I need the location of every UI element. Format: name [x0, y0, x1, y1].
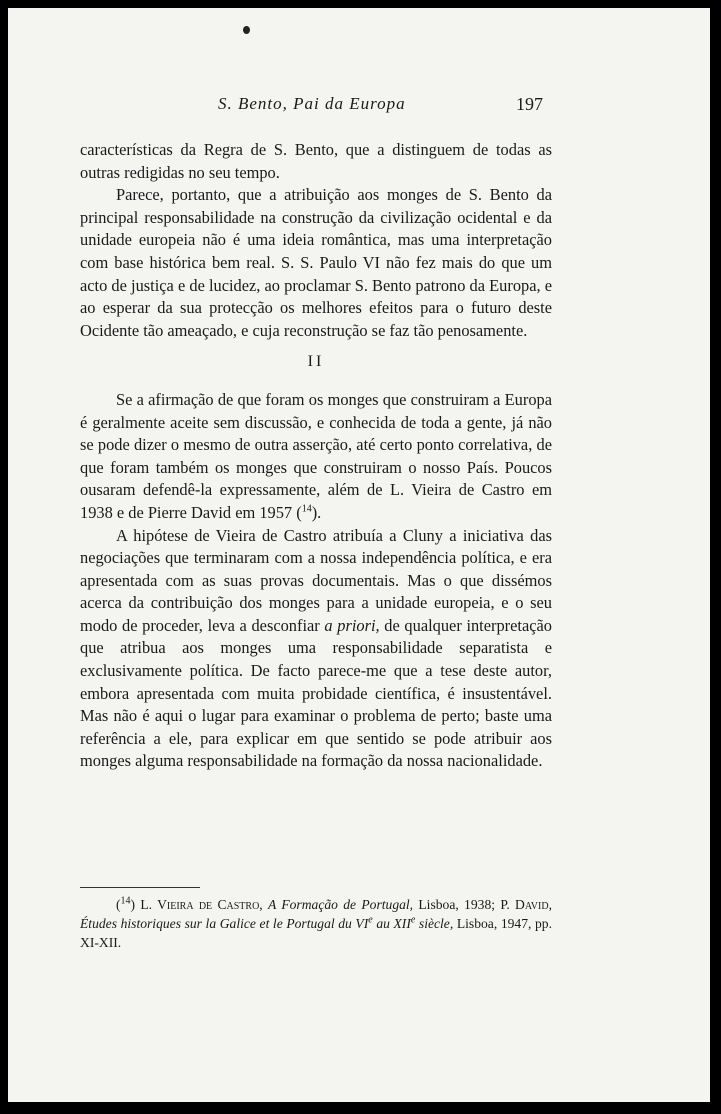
body-text [80, 139, 552, 773]
footnote-marker: 14 [120, 895, 131, 907]
ink-dot [243, 26, 250, 34]
paragraph: A hipótese de Vieira de Castro atribuía a Cluny a iniciativa das negociações que terminaram com a nossa independência política, e era apresentada com as suas provas documentais. Mas o que dissémos acerca da contribuição dos monges para a unidade europeia, e o seu modo de proceder, leva a desconfiar a priori, de qualquer interpretação que atribua aos monges uma responsabilidade separatista e exclusivamente política. De facto parece-me que a tese deste autor, embora apresentada com muita probidade científica, é insustentável. Mas não é aqui o lugar para examinar o problema de perto; baste uma referência a ele, para explicar em que sentido se pode atribuir aos monges alguma responsabilidade na formação da nossa nacionalidade. [80, 525, 552, 771]
paragraph: Parece, portanto, que a atribuição aos monges de S. Bento da principal responsabilidade na construção da civilização ocidental e da unidade europeia não é uma ideia romântica, mas uma interpretação com base histórica bem real. S. S. Paulo VI não fez mais do que um acto de justiça e de lucidez, ao proclamar S. Bento patrono da Europa, e ao esperar da sua protecção os melhores efeitos para o futuro deste Ocidente tão ameaçado, e cuja reconstrução se faz tão penosamente. [80, 185, 552, 340]
page-number: 197 [516, 94, 543, 114]
footnote-title: A Formação de Portugal, [267, 897, 414, 912]
paragraph: Se a afirmação de que foram os monges que construiram a Europa é geralmente aceite sem discussão, e conhecida de toda a gente, já não se pode dizer o mesmo de outra asserção, até certo ponto correlativa, de que foram também os monges que construiram o nosso País. Poucos ousaram defendê-la expressamente, além de L. Vieira de Castro em 1938 e de Pierre David em 1957 ($^{14}$). [80, 389, 552, 522]
footnote [80, 895, 552, 952]
latin-phrase: a priori, [324, 615, 380, 635]
book-page [8, 8, 710, 1102]
running-head: S. Bento, Pai da Europa [218, 94, 406, 113]
footnote-reference: 14 [301, 503, 312, 515]
footnote-rule [80, 887, 200, 888]
footnote-author: L. Vieira de Castro, [140, 897, 263, 912]
paragraph: características da Regra de S. Bento, que a distinguem de todas as outras redigidas no seu tempo. [80, 140, 552, 182]
paragraph-text: Se a afirmação de que foram os monges que construiram a Europa é geralmente aceite sem discussão, e conhecida de toda a gente, já não se pode dizer o mesmo de outra asserção, até certo ponto correlativa, de que foram também os monges que construiram o nosso País. Poucos ousaram defendê-la expressamente, além de L. Vieira de Castro em 1938 e de Pierre David em 1957 [80, 389, 552, 522]
footnote-text: ($^{14}$) L. Vieira de Castro, A Formação de Portugal, Lisboa, 1938; P. David, Études historiques sur la Galice et le Portugal du VIe au XIIe siècle, Lisboa, 1947, pp. XI-XII. [80, 895, 552, 950]
footnote-author: P. David, [500, 897, 552, 912]
section-number: II [307, 353, 325, 371]
footnote-title: Études historiques sur la Galice et le Portugal du VIe au XIIe siècle, [80, 914, 454, 931]
